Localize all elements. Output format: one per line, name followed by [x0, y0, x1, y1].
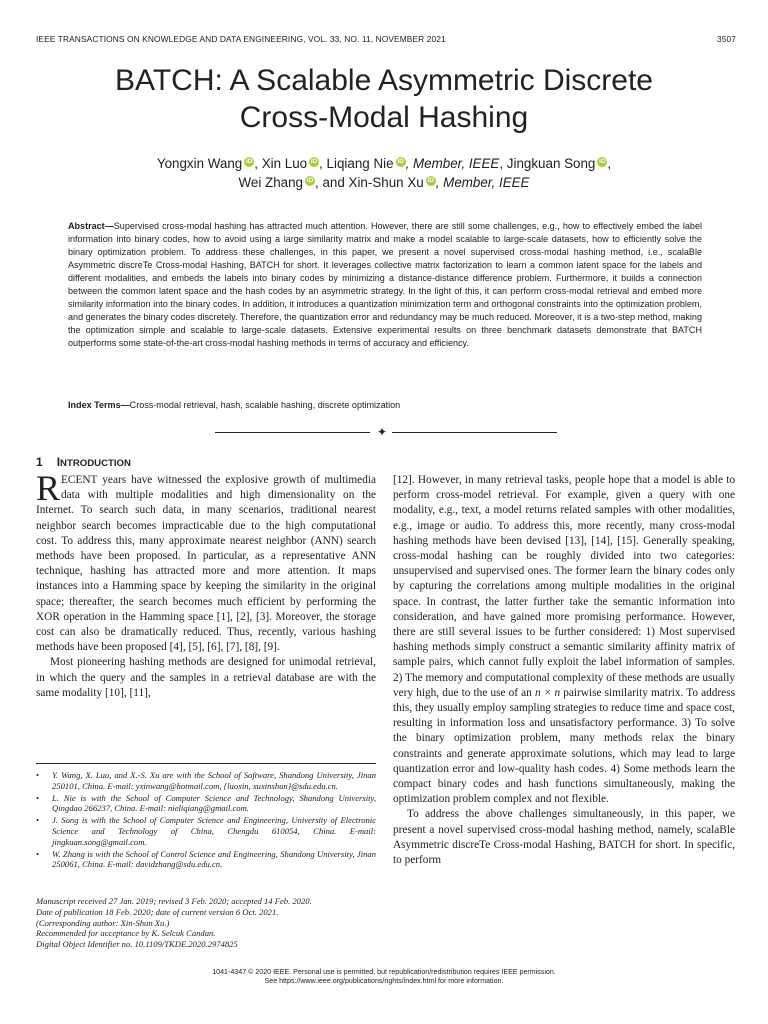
- math-expression: n × n: [534, 686, 561, 699]
- bullet-icon: •: [36, 848, 40, 859]
- author-line-1: [0, 154, 768, 173]
- title-line-2: Cross-Modal Hashing: [239, 101, 529, 134]
- copyright-notice: [0, 968, 768, 986]
- right-column: [393, 473, 735, 868]
- footnote-item: • L. Nie is with the School of Computer Science and Technology, Shandong University, Qingdao 266237, China. E-mail: nieliqiang@gmail.com.: [36, 792, 376, 814]
- title-line-1: BATCH: A Scalable Asymmetric Discrete: [115, 64, 653, 97]
- author-name: , and Xin-Shun Xu: [315, 175, 424, 190]
- author-name: , Jingkuan Song: [499, 156, 596, 171]
- author-role: , Member, IEEE: [435, 175, 530, 190]
- manuscript-line: (Corresponding author: Xin-Shun Xu.): [36, 917, 170, 928]
- abstract-text: Supervised cross-modal hashing has attracted much attention. However, there are still some challenges, e.g., how to effectively embed the label information into binary codes, how to avoid using a large similarity matrix and make a model scalable to large-scale datasets, how to efficiently solve the binary optimization problem. To address these challenges, in this paper, we present a novel supervised cross-modal hashing method, i.e., scalaBle Asymmetric discreTe Cross-modal Hashing, BATCH for short. It leverages collective matrix factorization to learn a common latent space for the labels and different modalities, and embeds the labels into binary codes by minimizing a distance-distance difference problem. Furthermore, it builds a connection between the common latent space and the hash codes by an asymmetric strategy. In the light of this, it can perform cross-modal retrieval and embed more similarity information into the binary codes. In addition, it introduces a quantization minimization term and orthogonal constraints into the optimization problem, and generates the binary codes discretely. Therefore, the quantization error and redundancy may be much reduced. Moreover, it is a two-step method, making the optimization simple and scalable to large-scale datasets. Extensive experimental results on three benchmark datasets demonstrate that BATCH outperforms some state-of-the-art cross-modal hashing methods in terms of accuracy and efficiency.: [68, 221, 702, 348]
- running-header: [36, 34, 736, 44]
- copyright-link-line[interactable]: See https://www.ieee.org/publications/rights/index.html for more information.: [264, 977, 504, 986]
- divider-line-right: [392, 432, 557, 433]
- journal-name: IEEE TRANSACTIONS ON KNOWLEDGE AND DATA ENGINEERING, VOL. 33, NO. 11, NOVEMBER 2021: [36, 34, 446, 44]
- author-list: [0, 154, 768, 192]
- bullet-icon: •: [36, 815, 40, 826]
- author-name: Yongxin Wang: [156, 156, 243, 171]
- author-line-2: [0, 173, 768, 192]
- abstract-label: Abstract—: [68, 221, 114, 231]
- index-terms-label: Index Terms—: [68, 400, 130, 410]
- orcid-icon[interactable]: iD: [246, 158, 253, 165]
- paper-title: [0, 62, 768, 136]
- manuscript-line: Date of publication 18 Feb. 2020; date of current version 6 Oct. 2021.: [36, 906, 279, 917]
- orcid-icon[interactable]: iD: [427, 177, 434, 184]
- doi-line: Digital Object Identifier no. 10.1109/TKDE.2020.2974825: [36, 939, 238, 950]
- orcid-icon[interactable]: iD: [397, 158, 404, 165]
- footnote-item: • Y. Wang, X. Luo, and X.-S. Xu are with the School of Software, Shandong University, Jinan 250101, China. E-mail: yxinwang@hotmail.com, {luoxin, xuxinshun}@sdu.edu.cn.: [36, 770, 376, 791]
- section-divider: [0, 426, 768, 438]
- first-word: ECENT: [61, 474, 98, 486]
- footnote-item: • W. Zhang is with the School of Control Science and Engineering, Shandong University, Jinan 250061, China. E-mail: davidzhang@sdu.edu.cn.: [36, 848, 376, 870]
- bullet-icon: •: [36, 792, 40, 803]
- paragraph-text: years have witnessed the explosive growth of multimedia data with multiple modalities and high dimensionality on the Internet. To search such data, in many scenarios, traditional nearest neighbor search becomes impracticable due to the high computational cost. To address this, many approximate nearest neighbor (ANN) search methods have been proposed. In particular, as a representative ANN technique, hashing has attracted more and more attention. It maps instances into a Hamming space by keeping the similarity in the original space; thereafter, the search becomes much efficient by performing the XOR operation in the Hamming space [1], [2], [3]. Moreover, the storage cost can also be dramatically reduced. Thus, recently, various hashing methods have been proposed [4], [5], [6], [7], [8], [9].: [36, 474, 376, 654]
- orcid-icon[interactable]: iD: [599, 158, 606, 165]
- orcid-icon[interactable]: iD: [306, 177, 314, 184]
- affiliation-footnotes: [36, 770, 376, 871]
- section-heading: [36, 455, 131, 469]
- author-role: , Member, IEEE: [405, 156, 500, 171]
- divider-line-left: [215, 432, 370, 433]
- manuscript-info: [36, 896, 376, 950]
- author-name: , Liqiang Nie: [319, 156, 394, 171]
- page-number: 3507: [716, 34, 736, 44]
- section-title-initial: I: [56, 455, 61, 469]
- manuscript-line: Recommended for acceptance by K. Selcuk Candan.: [36, 928, 216, 939]
- copyright-line: 1041-4347 © 2020 IEEE. Personal use is permitted, but republication/redistribution requires IEEE permission.: [212, 968, 556, 976]
- orcid-icon[interactable]: iD: [310, 158, 318, 165]
- index-terms: [68, 399, 702, 412]
- paragraph: Most pioneering hashing methods are designed for unimodal retrieval, in which the query and the samples in a retrieval database are with the same modality [10], [11],: [36, 656, 376, 699]
- footnote-item: • J. Song is with the School of Computer Science and Engineering, University of Electronic Science and Technology of China, Chengdu 610054, China. E-mail: jingkuan.song@gmail.com.: [36, 815, 376, 847]
- divider-diamond-icon: ✦: [377, 425, 388, 439]
- paragraph: [12]. However, in many retrieval tasks, people hope that a model is able to perform cross-model retrieval. For example, given a query with one modality, e.g., text, a model returns related samples with other modalities, e.g., image or audio. To address this, more recently, many cross-modal hashing methods have been devised [13], [14], [15]. Generally speaking, cross-modal hashing can be roughly divided into two categories: unsupervised and supervised ones. The former learn the binary codes only by capturing the correlations among multiple modalities in the original space. In contrast, the latter further take the semantic information into consideration, and have gained more promising performance. However, there are still several issues to be further considered: 1) Most supervised hashing methods simply construct a semantic similarity affinity matrix of sample pairs, which cannot fully exploit the label information of samples. 2) The memory and computational complexity of these methods are usually very high, due to the use of an n × n pairwise similarity matrix. To address this, they usually employ sampling strategies to reduce time and space cost, resulting in information loss and unsatisfactory performance. 3) To solve the binary optimization problem, many methods relax the binary constraints and generate approximate solutions, which may lead to large quantization error and low-quality hash codes. 4) Some methods learn the compact binary codes and hash functions simultaneously, making the optimization problem complex and not flexible.: [393, 474, 735, 806]
- manuscript-line: Manuscript received 27 Jan. 2019; revised 3 Feb. 2020; accepted 14 Feb. 2020.: [36, 896, 312, 906]
- drop-cap: R: [36, 468, 61, 508]
- author-name: , Xin Luo: [254, 156, 308, 171]
- paragraph: [36, 468, 376, 655]
- section-number: 1: [36, 455, 43, 469]
- section-title-rest: NTRODUCTION: [60, 458, 131, 469]
- index-terms-text: Cross-modal retrieval, hash, scalable hashing, discrete optimization: [129, 400, 401, 410]
- footnote-rule: [36, 763, 376, 764]
- author-name: Wei Zhang: [238, 175, 304, 190]
- bullet-icon: •: [36, 770, 40, 780]
- abstract: [68, 220, 702, 350]
- paragraph: To address the above challenges simultaneously, in this paper, we present a novel supervised cross-modal hashing method, namely, scalaBle Asymmetric discreTe Cross-modal Hashing, BATCH for short. In specific, to perform: [393, 808, 735, 867]
- author-separator: ,: [607, 156, 612, 171]
- left-column: [36, 468, 376, 701]
